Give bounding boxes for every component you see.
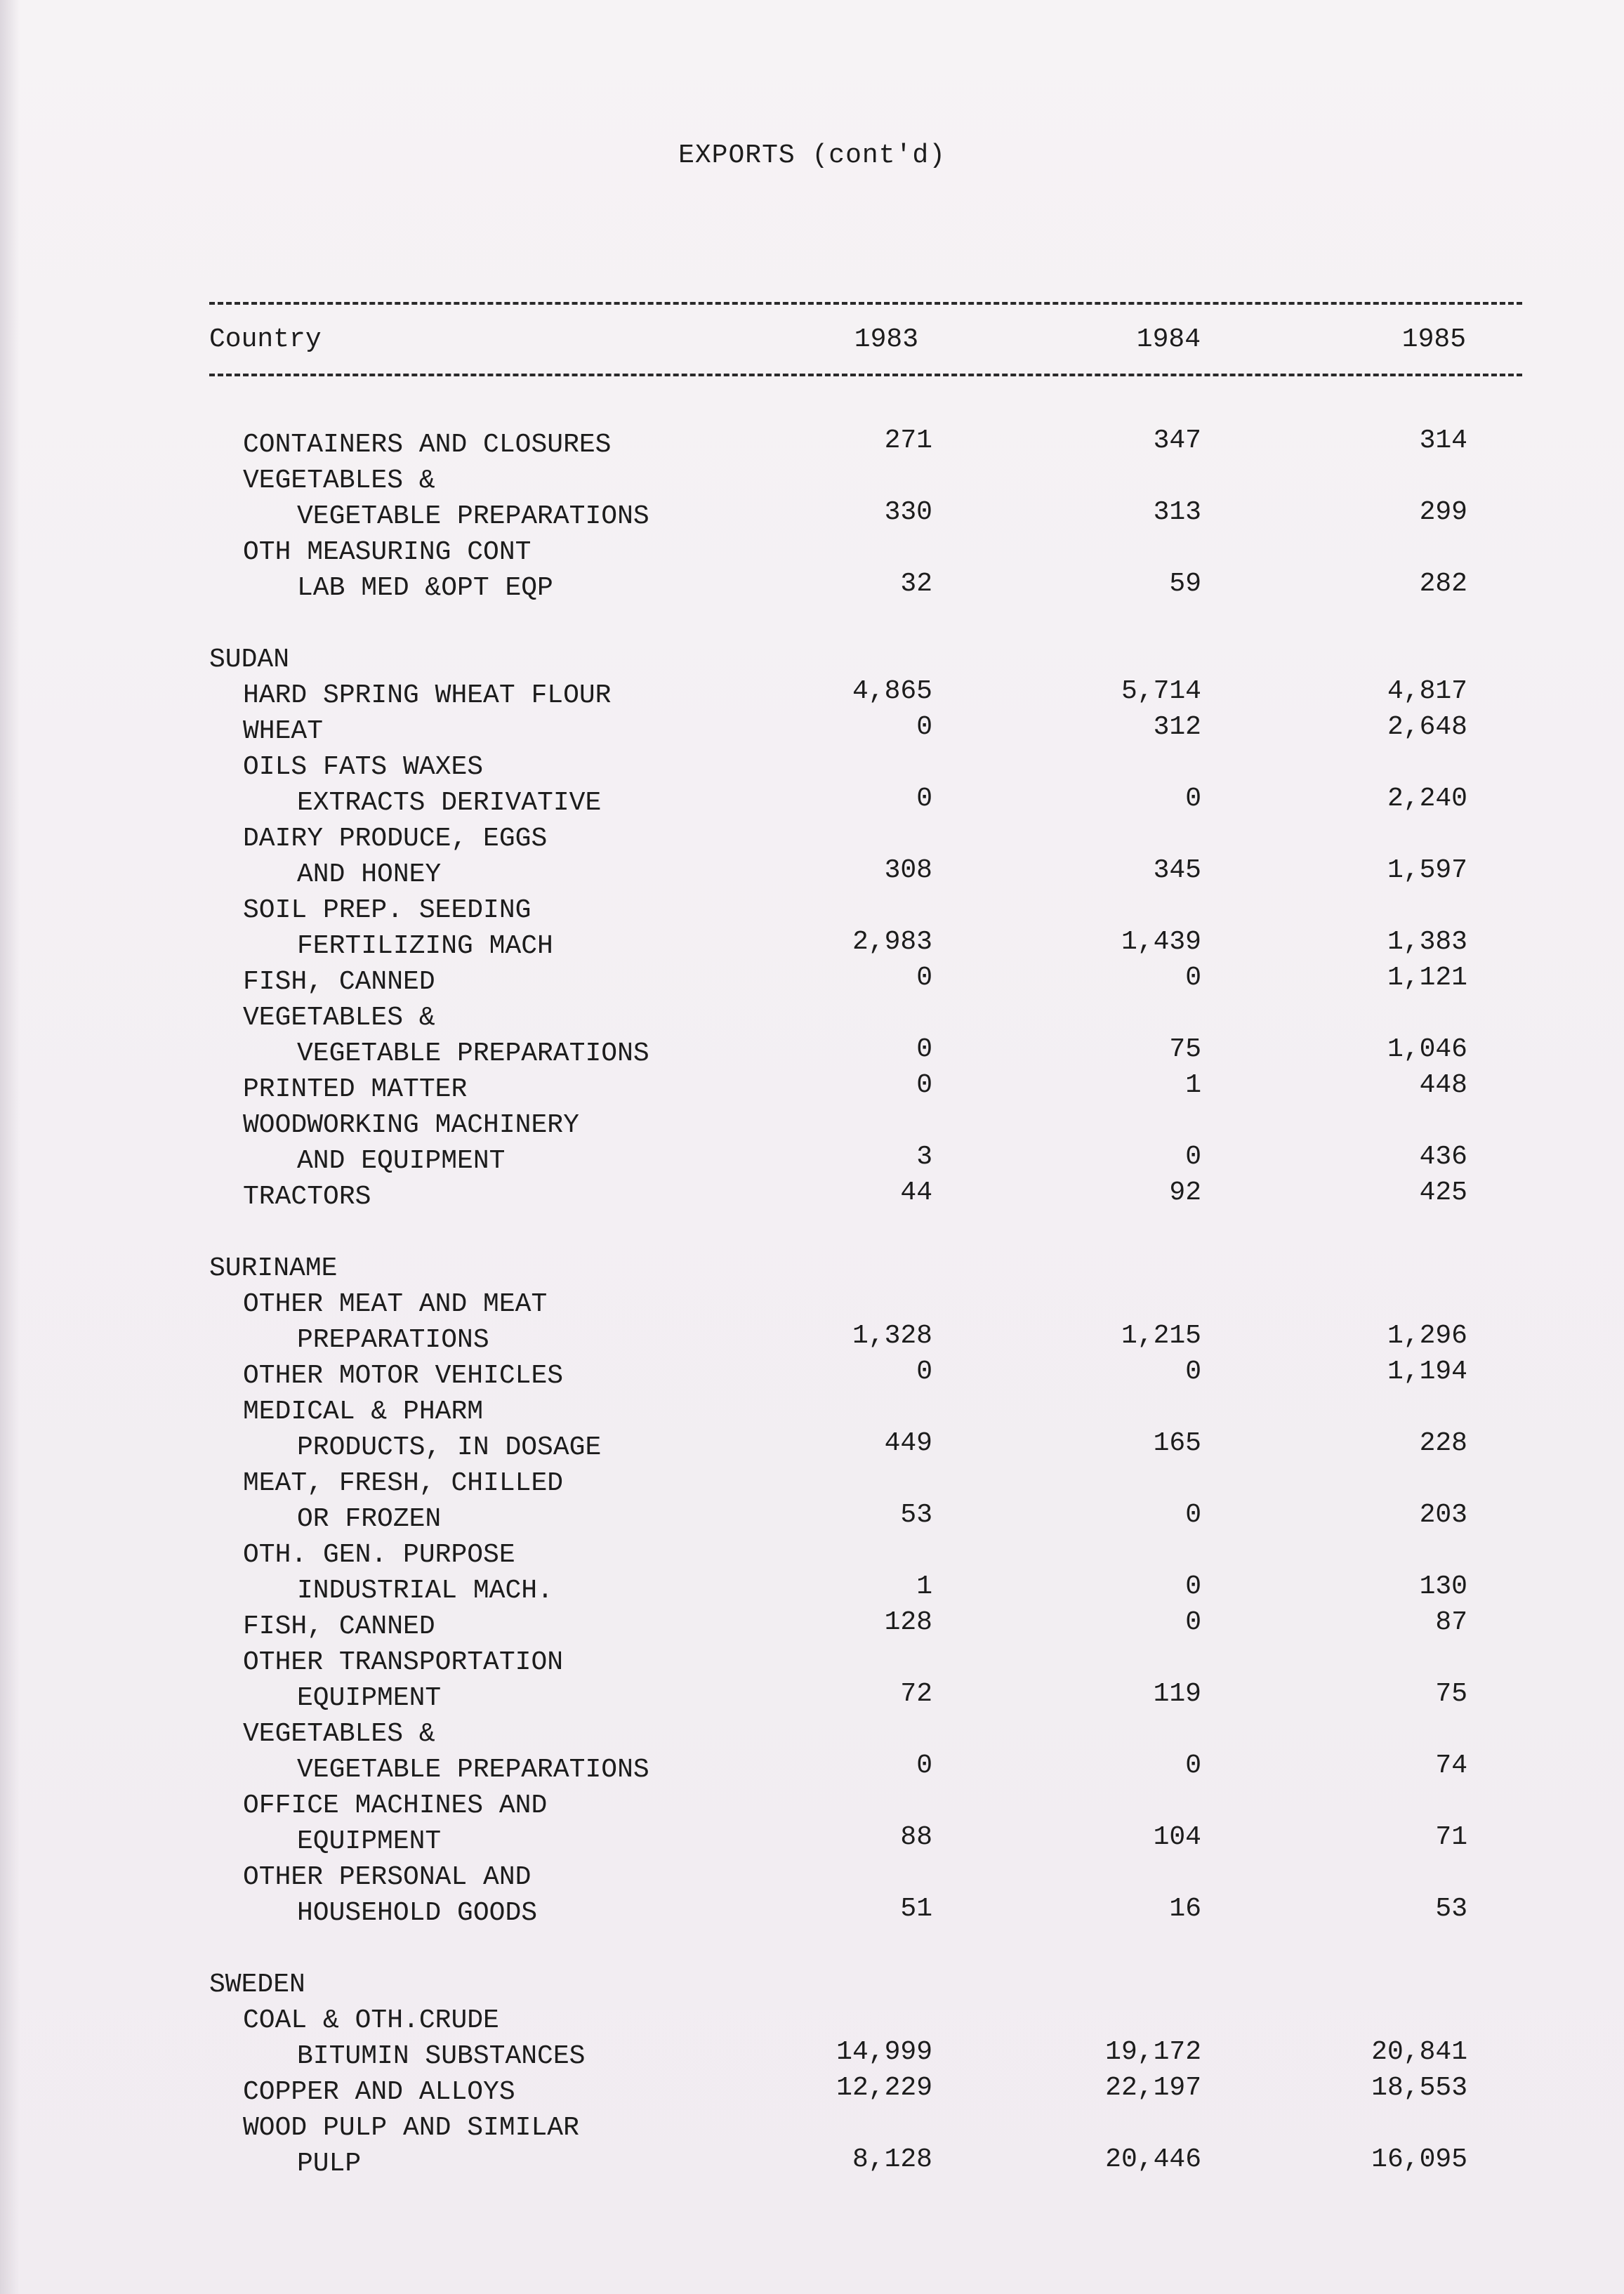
commodity-label: WOOD PULP AND SIMILAR xyxy=(243,2113,579,2143)
value-1983: 32 xyxy=(900,569,932,599)
value-1984: 16 xyxy=(1169,1894,1201,1924)
commodity-label-continued: LAB MED &OPT EQP xyxy=(297,573,553,603)
value-1984: 1 xyxy=(1185,1070,1201,1100)
value-1985: 314 xyxy=(1419,426,1467,456)
commodity-label: TRACTORS xyxy=(243,1182,371,1212)
value-1984: 0 xyxy=(1185,1357,1201,1387)
value-1984: 313 xyxy=(1153,497,1201,527)
commodity-label-continued: EXTRACTS DERIVATIVE xyxy=(297,788,602,818)
value-1985: 53 xyxy=(1435,1894,1467,1924)
value-1983: 0 xyxy=(916,1034,932,1064)
value-1984: 0 xyxy=(1185,1751,1201,1781)
commodity-label-continued: PREPARATIONS xyxy=(297,1325,489,1355)
value-1985: 74 xyxy=(1435,1751,1467,1781)
commodity-label: OTH. GEN. PURPOSE xyxy=(243,1540,515,1570)
commodity-label: SOIL PREP. SEEDING xyxy=(243,895,532,925)
value-1985: 20,841 xyxy=(1371,2037,1467,2067)
value-1983: 0 xyxy=(916,1070,932,1100)
value-1983: 0 xyxy=(916,784,932,814)
value-1984: 119 xyxy=(1153,1679,1201,1709)
value-1983: 4,865 xyxy=(852,676,932,706)
header-country: Country xyxy=(209,324,322,355)
value-1985: 299 xyxy=(1419,497,1467,527)
value-1985: 2,648 xyxy=(1387,712,1467,742)
value-1983: 0 xyxy=(916,712,932,742)
value-1984: 0 xyxy=(1185,1607,1201,1637)
commodity-label-continued: PULP xyxy=(297,2149,362,2179)
commodity-label-continued: PRODUCTS, IN DOSAGE xyxy=(297,1432,602,1463)
value-1984: 347 xyxy=(1153,426,1201,456)
value-1985: 436 xyxy=(1419,1142,1467,1172)
commodity-label: FISH, CANNED xyxy=(243,1611,435,1642)
value-1985: 71 xyxy=(1435,1822,1467,1852)
commodity-label: DAIRY PRODUCE, EGGS xyxy=(243,824,548,854)
value-1985: 1,121 xyxy=(1387,963,1467,993)
commodity-label: VEGETABLES & xyxy=(243,466,435,496)
value-1985: 425 xyxy=(1419,1178,1467,1208)
value-1984: 0 xyxy=(1185,1571,1201,1602)
commodity-label: OTHER TRANSPORTATION xyxy=(243,1647,564,1677)
value-1985: 448 xyxy=(1419,1070,1467,1100)
value-1984: 92 xyxy=(1169,1178,1201,1208)
commodity-label: OILS FATS WAXES xyxy=(243,752,484,782)
commodity-label: HARD SPRING WHEAT FLOUR xyxy=(243,680,612,711)
value-1984: 0 xyxy=(1185,1142,1201,1172)
value-1983: 330 xyxy=(884,497,932,527)
value-1985: 1,383 xyxy=(1387,927,1467,957)
country-heading: SWEDEN xyxy=(209,1970,305,2000)
value-1984: 0 xyxy=(1185,1500,1201,1530)
value-1984: 5,714 xyxy=(1121,676,1201,706)
commodity-label: VEGETABLES & xyxy=(243,1003,435,1033)
value-1985: 282 xyxy=(1419,569,1467,599)
value-1984: 1,215 xyxy=(1121,1321,1201,1351)
value-1985: 87 xyxy=(1435,1607,1467,1637)
commodity-label-continued: FERTILIZING MACH xyxy=(297,931,553,961)
commodity-label-continued: BITUMIN SUBSTANCES xyxy=(297,2041,586,2071)
commodity-label: MEAT, FRESH, CHILLED xyxy=(243,1468,564,1498)
value-1985: 4,817 xyxy=(1387,676,1467,706)
commodity-label-continued: VEGETABLE PREPARATIONS xyxy=(297,501,649,532)
value-1983: 1 xyxy=(916,1571,932,1602)
commodity-label-continued: VEGETABLE PREPARATIONS xyxy=(297,1755,649,1785)
commodity-label: OFFICE MACHINES AND xyxy=(243,1791,548,1821)
commodity-label: WHEAT xyxy=(243,716,324,746)
value-1985: 16,095 xyxy=(1371,2144,1467,2175)
commodity-label-continued: AND HONEY xyxy=(297,859,442,890)
commodity-label-continued: INDUSTRIAL MACH. xyxy=(297,1576,553,1606)
value-1985: 203 xyxy=(1419,1500,1467,1530)
commodity-label: OTH MEASURING CONT xyxy=(243,537,532,567)
value-1983: 53 xyxy=(900,1500,932,1530)
value-1985: 1,296 xyxy=(1387,1321,1467,1351)
value-1983: 72 xyxy=(900,1679,932,1709)
value-1985: 18,553 xyxy=(1371,2073,1467,2103)
value-1984: 0 xyxy=(1185,784,1201,814)
value-1984: 165 xyxy=(1153,1428,1201,1458)
value-1983: 0 xyxy=(916,963,932,993)
commodity-label: COPPER AND ALLOYS xyxy=(243,2077,515,2107)
value-1984: 1,439 xyxy=(1121,927,1201,957)
value-1983: 88 xyxy=(900,1822,932,1852)
value-1983: 8,128 xyxy=(852,2144,932,2175)
commodity-label: COAL & OTH.CRUDE xyxy=(243,2005,499,2036)
value-1983: 3 xyxy=(916,1142,932,1172)
header-1985: 1985 xyxy=(1401,324,1466,355)
commodity-label: OTHER MOTOR VEHICLES xyxy=(243,1361,564,1391)
country-heading: SURINAME xyxy=(209,1253,338,1284)
value-1984: 59 xyxy=(1169,569,1201,599)
value-1983: 0 xyxy=(916,1751,932,1781)
commodity-label-continued: VEGETABLE PREPARATIONS xyxy=(297,1039,649,1069)
value-1983: 1,328 xyxy=(852,1321,932,1351)
page-title: EXPORTS (cont'd) xyxy=(678,140,946,171)
commodity-label-continued: HOUSEHOLD GOODS xyxy=(297,1898,538,1928)
value-1983: 2,983 xyxy=(852,927,932,957)
value-1983: 308 xyxy=(884,855,932,885)
value-1985: 2,240 xyxy=(1387,784,1467,814)
value-1983: 44 xyxy=(900,1178,932,1208)
value-1983: 14,999 xyxy=(836,2037,932,2067)
value-1983: 128 xyxy=(884,1607,932,1637)
value-1983: 0 xyxy=(916,1357,932,1387)
value-1984: 104 xyxy=(1153,1822,1201,1852)
commodity-label-continued: OR FROZEN xyxy=(297,1504,442,1534)
value-1984: 22,197 xyxy=(1105,2073,1201,2103)
value-1983: 449 xyxy=(884,1428,932,1458)
value-1985: 130 xyxy=(1419,1571,1467,1602)
value-1983: 271 xyxy=(884,426,932,456)
commodity-label: CONTAINERS AND CLOSURES xyxy=(243,430,612,460)
commodity-label: VEGETABLES & xyxy=(243,1719,435,1749)
value-1984: 312 xyxy=(1153,712,1201,742)
commodity-label-continued: AND EQUIPMENT xyxy=(297,1146,506,1176)
value-1985: 228 xyxy=(1419,1428,1467,1458)
value-1983: 51 xyxy=(900,1894,932,1924)
header-1983: 1983 xyxy=(854,324,918,355)
country-heading: SUDAN xyxy=(209,645,290,675)
commodity-label: MEDICAL & PHARM xyxy=(243,1397,484,1427)
commodity-label-continued: EQUIPMENT xyxy=(297,1683,442,1713)
value-1984: 0 xyxy=(1185,963,1201,993)
value-1984: 19,172 xyxy=(1105,2037,1201,2067)
commodity-label: FISH, CANNED xyxy=(243,967,435,997)
commodity-label: OTHER MEAT AND MEAT xyxy=(243,1289,548,1319)
value-1985: 1,194 xyxy=(1387,1357,1467,1387)
commodity-label: PRINTED MATTER xyxy=(243,1074,468,1105)
value-1984: 20,446 xyxy=(1105,2144,1201,2175)
value-1984: 345 xyxy=(1153,855,1201,885)
value-1984: 75 xyxy=(1169,1034,1201,1064)
commodity-label: WOODWORKING MACHINERY xyxy=(243,1110,579,1140)
value-1985: 1,046 xyxy=(1387,1034,1467,1064)
value-1985: 1,597 xyxy=(1387,855,1467,885)
commodity-label-continued: EQUIPMENT xyxy=(297,1826,442,1857)
header-1984: 1984 xyxy=(1136,324,1201,355)
value-1985: 75 xyxy=(1435,1679,1467,1709)
commodity-label: OTHER PERSONAL AND xyxy=(243,1862,532,1892)
value-1983: 12,229 xyxy=(836,2073,932,2103)
